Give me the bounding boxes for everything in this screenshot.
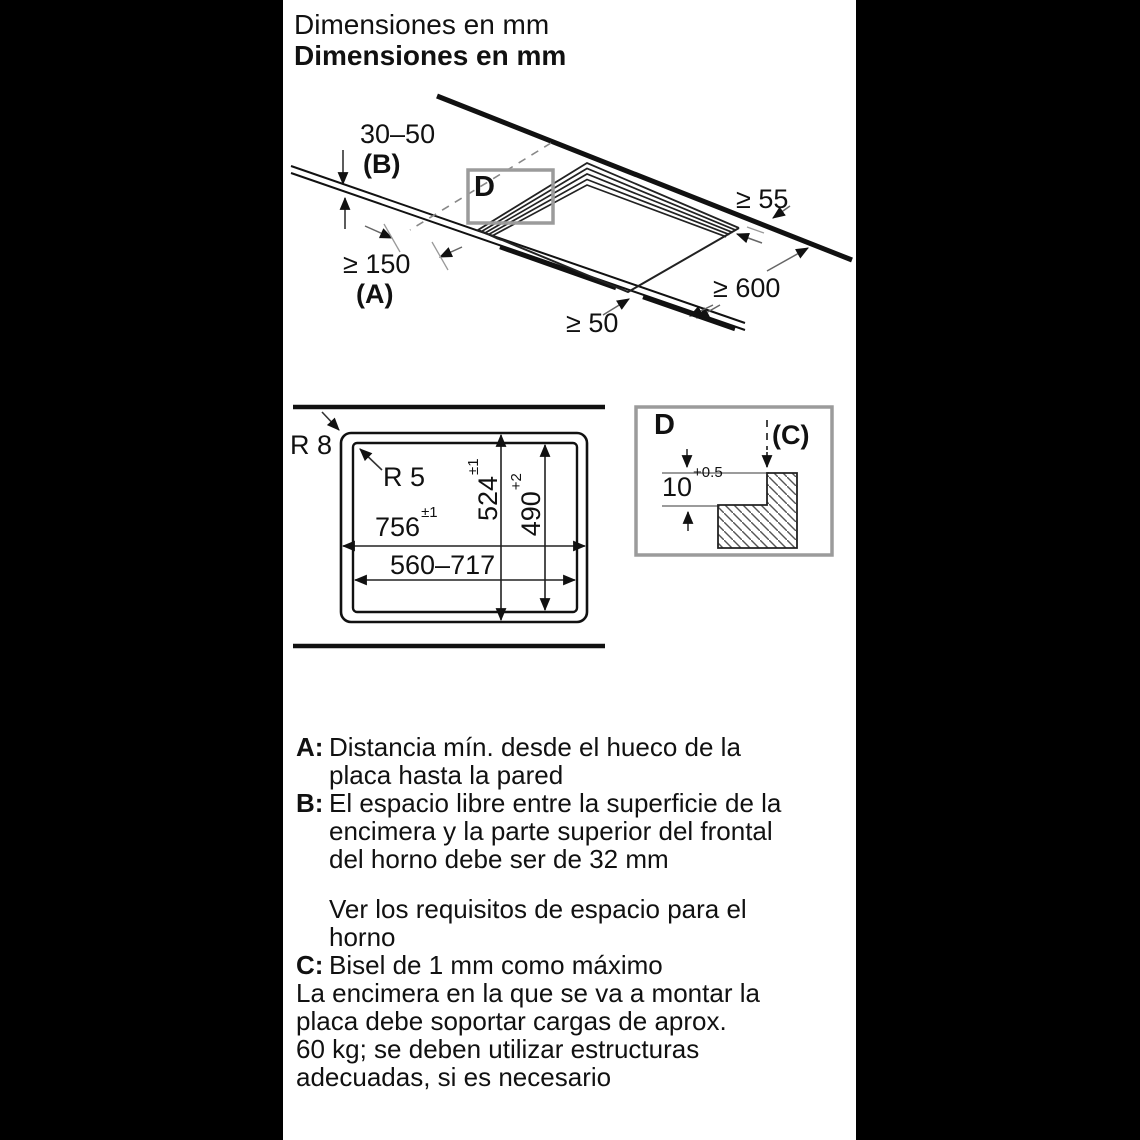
iso-wall-line: [437, 96, 852, 260]
note-line: horno: [329, 922, 396, 952]
iso-dim-b-range: 30–50: [360, 119, 436, 149]
note-line: placa debe soportar cargas de aprox.: [296, 1006, 727, 1036]
hob-width-tolerance: ±1: [421, 504, 438, 521]
iso-dim-counter-depth: ≥ 600: [713, 273, 781, 303]
iso-label-b: (B): [363, 149, 401, 179]
page-title-bold: Dimensiones en mm: [294, 40, 567, 71]
cutout-hob-depth: $524^{\pm 1}$: [464, 458, 503, 521]
note-line: A: Distancia mín. desde el hueco de la: [296, 732, 741, 762]
cutout-radius-outer: R 8: [290, 430, 333, 460]
detail-depth-tolerance: +0.5: [693, 464, 723, 481]
cutout-radius-inner: R 5: [383, 462, 426, 492]
note-line: La encimera en la que se va a montar la: [296, 978, 760, 1008]
cutout-depth-tolerance: +2: [507, 473, 525, 491]
note-line: del horno debe ser de 32 mm: [329, 844, 669, 874]
hob-depth-tolerance: ±1: [464, 458, 482, 475]
iso-cutout-opening: [478, 163, 739, 292]
detail-d-bevel-label: (C): [772, 420, 810, 450]
document-page: [283, 0, 856, 1140]
cutout-hob-width: $756^{\pm 1}$: [375, 504, 438, 542]
note-line: Ver los requisitos de espacio para el: [329, 894, 747, 924]
iso-dim-front-gap: ≥ 50: [566, 308, 619, 338]
note-line: encimera y la parte superior del frontal: [329, 816, 773, 846]
note-line: 60 kg; se deben utilizar estructuras: [296, 1034, 700, 1064]
page-title: Dimensiones en mm: [294, 9, 550, 40]
detail-d-worktop-section: [718, 473, 797, 548]
note-line: C: Bisel de 1 mm como máximo: [296, 950, 663, 980]
iso-label-a: (A): [356, 279, 394, 309]
iso-dim-a-value: ≥ 150: [343, 249, 411, 279]
iso-detail-label: D: [474, 171, 495, 203]
note-line: adecuadas, si es necesario: [296, 1062, 612, 1092]
note-line: placa hasta la pared: [329, 760, 564, 790]
cutout-depth-value: $490^{+2}$: [507, 473, 546, 537]
installation-notes: [296, 733, 848, 1091]
detail-d-label: D: [654, 409, 675, 441]
detail-d-depth: $10^{+0.5}$: [662, 464, 723, 502]
note-line: B: El espacio libre entre la superficie de la: [296, 788, 782, 818]
cutout-width-range: 560–717: [390, 550, 496, 580]
iso-dim-wall-gap: ≥ 55: [736, 184, 789, 214]
iso-dim-b-arrows: [343, 150, 345, 229]
